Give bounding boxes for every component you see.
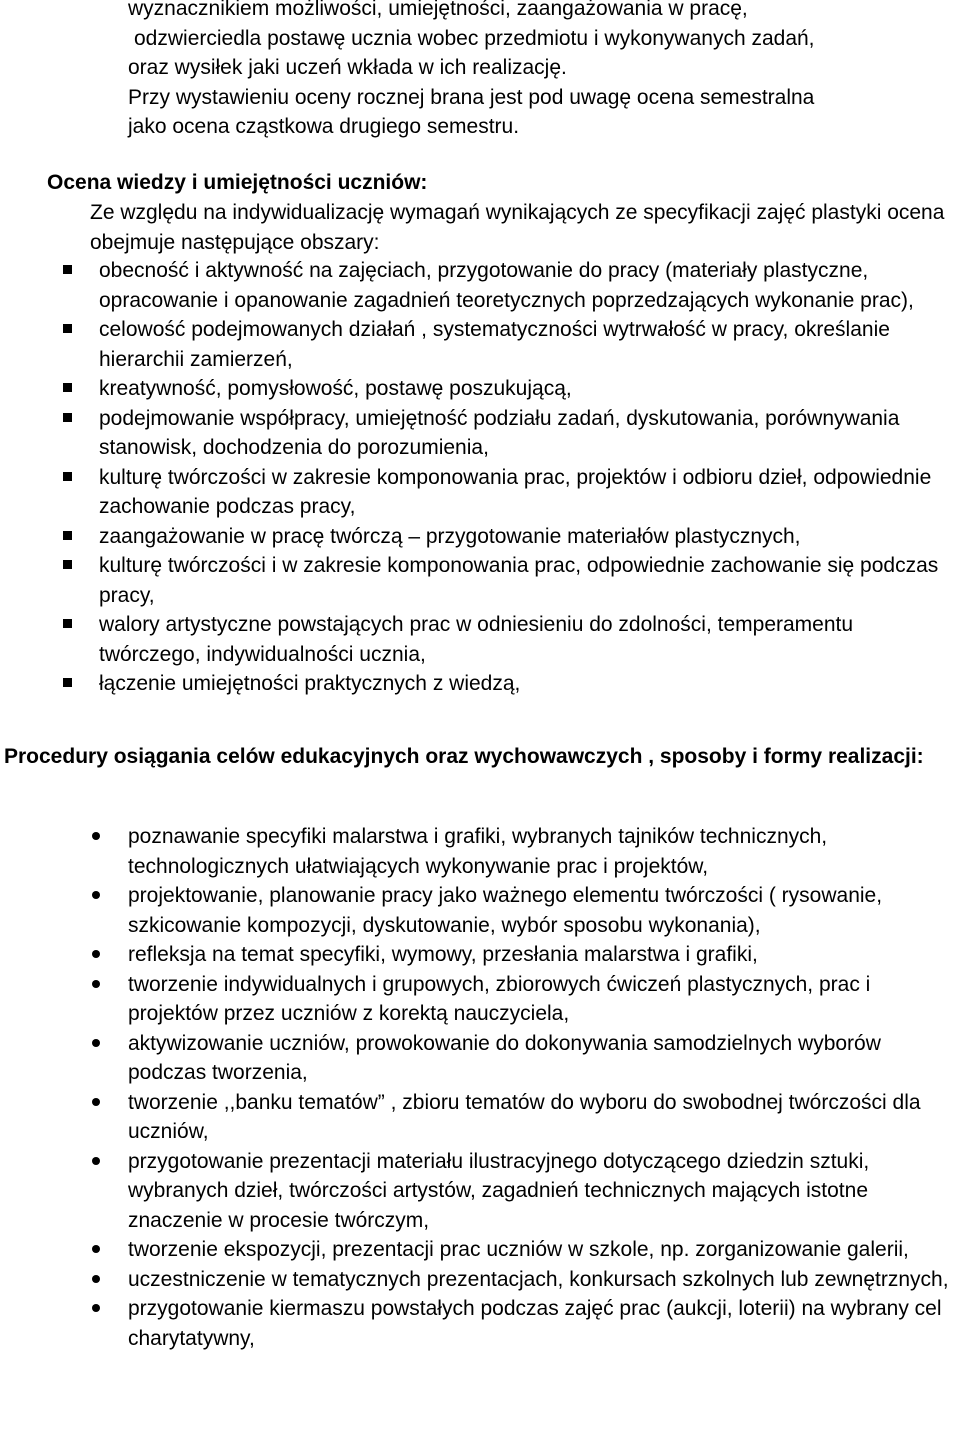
list-item: obecność i aktywność na zajęciach, przygotowanie do pracy (materiały plastyczne, opracowanie i opanowanie zagadnień teoretycznych poprzedzających wykonanie prac),: [0, 256, 960, 315]
list-item: tworzenie ,,banku tematów” , zbioru tematów do wyboru do swobodnej twórczości dla uczniów,: [0, 1088, 960, 1147]
intro-line: odzwierciedla postawę ucznia wobec przedmiotu i wykonywanych zadań,: [134, 26, 815, 50]
list-item: refleksja na temat specyfiki, wymowy, przesłania malarstwa i grafiki,: [0, 940, 960, 970]
list-item: przygotowanie kiermaszu powstałych podczas zajęć prac (aukcji, loterii) na wybrany cel charytatywny,: [0, 1294, 960, 1353]
list-item: uczestniczenie w tematycznych prezentacjach, konkursach szkolnych lub zewnętrznych,: [0, 1265, 960, 1295]
list-item: podejmowanie współpracy, umiejętność podziału zadań, dyskutowania, porównywania stanowisk, dochodzenia do porozumienia,: [0, 404, 960, 463]
list-item: tworzenie ekspozycji, prezentacji prac uczniów w szkole, np. zorganizowanie galerii,: [0, 1235, 960, 1265]
intro-line: Przy wystawieniu oceny rocznej brana jest pod uwagę ocena semestralna: [128, 85, 815, 109]
list-item: łączenie umiejętności praktycznych z wiedzą,: [0, 669, 960, 699]
assessment-areas-list: [0, 256, 960, 699]
section-lead: Ze względu na indywidualizację wymagań wynikających ze specyfikacji zajęć plastyki ocena obejmuje następujące obszary:: [90, 201, 945, 254]
list-item: projektowanie, planowanie pracy jako ważnego elementu twórczości ( rysowanie, szkicowanie kompozycji, dyskutowanie, wybór sposobu wykonania),: [0, 881, 960, 940]
section-heading-procedures: Procedury osiągania celów edukacyjnych oraz wychowawczych , sposoby i formy realizacji:: [4, 745, 924, 768]
list-item: poznawanie specyfiki malarstwa i grafiki, wybranych tajników technicznych, technologicznych ułatwiających wykonywanie prac i projektów,: [0, 822, 960, 881]
list-item: kreatywność, pomysłowość, postawę poszukującą,: [0, 374, 960, 404]
procedures-list: [0, 822, 960, 1353]
list-item: kulturę twórczości i w zakresie komponowania prac, odpowiednie zachowanie się podczas pracy,: [0, 551, 960, 610]
list-item: tworzenie indywidualnych i grupowych, zbiorowych ćwiczeń plastycznych, prac i projektów przez uczniów z korektą nauczyciela,: [0, 970, 960, 1029]
list-item: zaangażowanie w pracę twórczą – przygotowanie materiałów plastycznych,: [0, 522, 960, 552]
list-item: kulturę twórczości w zakresie komponowania prac, projektów i odbioru dzieł, odpowiednie zachowanie podczas pracy,: [0, 463, 960, 522]
list-item: celowość podejmowanych działań , systematyczności wytrwałość w pracy, określanie hierarchii zamierzeń,: [0, 315, 960, 374]
section-heading-assessment: Ocena wiedzy i umiejętności uczniów:: [47, 171, 428, 194]
list-item: walory artystyczne powstających prac w odniesieniu do zdolności, temperamentu twórczego, indywidualności ucznia,: [0, 610, 960, 669]
intro-line: jako ocena cząstkowa drugiego semestru.: [128, 115, 520, 138]
list-item: przygotowanie prezentacji materiału ilustracyjnego dotyczącego dziedzin sztuki, wybranych dzieł, twórczości artystów, zagadnień technicznych mających istotne znaczenie w procesie twórczym,: [0, 1147, 960, 1236]
list-item: aktywizowanie uczniów, prowokowanie do dokonywania samodzielnych wyborów podczas tworzenia,: [0, 1029, 960, 1088]
intro-line: wyznacznikiem możliwości, umiejętności, zaangażowania w pracę,: [128, 0, 748, 20]
intro-line: oraz wysiłek jaki uczeń wkłada w ich realizację.: [128, 56, 567, 79]
intro-paragraph: [128, 0, 953, 142]
